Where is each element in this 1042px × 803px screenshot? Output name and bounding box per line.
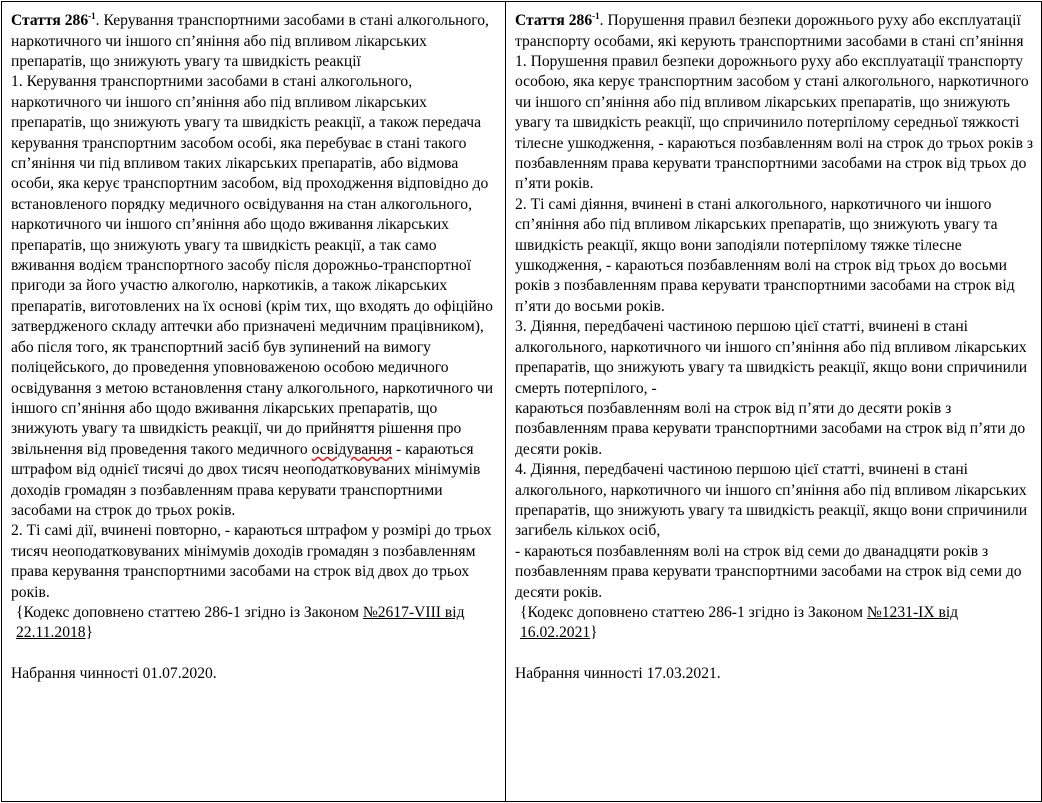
right-article-number: Стаття $286^{-1}$ — [515, 11, 600, 30]
left-article-superscript: -1 — [88, 11, 96, 21]
right-column — [506, 2, 1042, 802]
left-part-1: 1. Керування транспортними засобами в стані алкогольного, наркотичного чи іншого сп’яніння або під впливом лікарських препаратів, що знижують увагу та швидкість реакції, а також передача керування транспортним засобом особі, яка перебуває в стані такого сп’яніння чи під впливом таких лікарських препаратів, або відмова особи, яка керує транспортним засобом, від проходження відповідно до встановленого порядку медичного освідування на стан алкогольного, наркотичного чи іншого сп’яніння або щодо вживання лікарських препаратів, що знижують увагу та швидкість реакції, а так само вживання водієм транспортного засобу після дорожньо-транспортної пригоди за його участю алкоголю, наркотиків, а також лікарських препаратів, виготовлених на їх основі (крім тих, що входять до офіційно затвердженого складу аптечки або призначені медичним працівником), або після того, як транспортний засіб був зупинений на вимогу поліцейського, до проведення уповноваженою особою медичного освідування з метою встановлення стану алкогольного, наркотичного чи іншого сп’яніння або щодо вживання лікарських препаратів, що знижують увагу та швидкість реакції, чи до прийняття рішення про звільнення від проведення такого медичного освідування - караються штрафом від однієї тисячі до двох тисяч неоподатковуваних мінімумів доходів громадян з позбавленням права керувати транспортними засобами на строк до трьох років. — [11, 73, 494, 519]
right-part-1: 1. Порушення правил безпеки дорожнього руху або експлуатації транспорту особою, яка керує транспортним засобом у стані алкогольного, наркотичного чи іншого сп’яніння або під впливом лікарських препаратів, що знижують увагу та швидкість реакції, що спричинило потерпілому середньої тяжкості тілесне ушкодження, - караються позбавленням волі на строк до трьох років з позбавленням права керувати транспортними засобами на строк від трьох до п’яти років. — [515, 53, 1034, 193]
left-effective-date: Набрання чинності 01.07.2020. — [11, 664, 217, 682]
left-column — [2, 2, 506, 802]
spellcheck-underlined-word: освідування — [311, 440, 393, 458]
left-article-title — [11, 6, 497, 72]
right-effective-date: Набрання чинності 17.03.2021. — [515, 664, 721, 682]
left-part-2: 2. Ті самі дії, вчинені повторно, - караються штрафом у розмірі до трьох тисяч неоподатковуваних мінімумів доходів громадян з позбавленням права керування транспортними засобами на строк від двох до трьох років. — [11, 522, 492, 601]
left-title-text: . Керування транспортними засобами в стані алкогольного, наркотичного чи іншого сп’яніння або під впливом лікарських препаратів, що знижують увагу та швидкість реакції — [11, 12, 489, 70]
right-law-link[interactable]: №1231-IX від 16.02.2021 — [520, 603, 959, 642]
left-article-number: Стаття $286^{-1}$ — [11, 11, 96, 30]
right-part-2: 2. Ті самі діяння, вчинені в стані алкогольного, наркотичного чи іншого сп’яніння або під впливом лікарських препаратів, що знижують увагу та швидкість реакції, якщо вони заподіяли потерпілому тяжке тілесне ушкодження, - караються позбавленням волі на строк від трьох до восьми років з позбавленням права керувати транспортними засобами на строк від п’яти до восьми років. — [515, 195, 1015, 315]
comparison-table — [1, 1, 1042, 802]
right-part-3: 3. Діяння, передбачені частиною першою цієї статті, вчинені в стані алкогольного, наркотичного чи іншого сп’яніння або під впливом лікарських препаратів, що знижують увагу та швидкість реакції, якщо вони спричинили смерть потерпілого, - караються позбавленням волі на строк від п’яти до десяти років з позбавленням права керувати транспортними засобами на строк від п’яти до десяти років. — [515, 318, 1028, 458]
left-law-link[interactable]: №2617-VIII від 22.11.2018 — [16, 603, 465, 642]
right-article-title — [515, 6, 1033, 52]
left-source-note: {Кодекс доповнено статтею 286-1 згідно із Законом №2617-VIII від 22.11.2018} — [16, 603, 465, 642]
right-article-superscript: -1 — [592, 11, 600, 21]
comparison-row — [2, 2, 1042, 802]
right-source-note: {Кодекс доповнено статтею 286-1 згідно із Законом №1231-IX від 16.02.2021} — [520, 603, 959, 642]
right-title-text: . Порушення правил безпеки дорожнього руху або експлуатації транспорту особами, які керують транспортними засобами в стані сп’яніння — [515, 12, 1024, 50]
right-part-4: 4. Діяння, передбачені частиною першою цієї статті, вчинені в стані алкогольного, наркотичного чи іншого сп’яніння або під впливом лікарських препаратів, що знижують увагу та швидкість реакції, якщо вони спричинили загибель кількох осіб, - караються позбавленням волі на строк від семи до дванадцяти років з позбавленням права керувати транспортними засобами на строк від семи до десяти років. — [515, 461, 1028, 601]
